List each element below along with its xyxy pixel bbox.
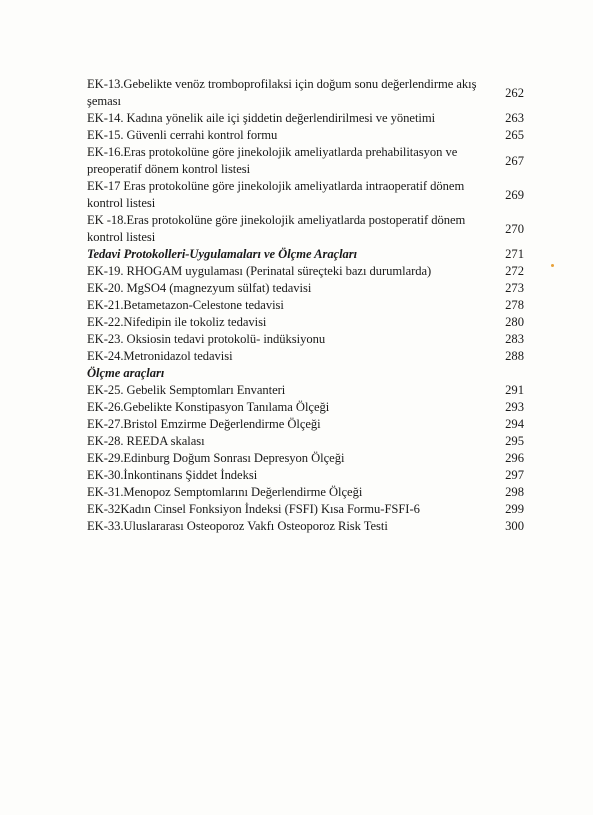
toc-entry: [87, 518, 524, 535]
toc-entry-title: EK-32Kadın Cinsel Fonksiyon İndeksi (FSFI) Kısa Formu-FSFI-6: [87, 502, 420, 516]
toc-entry-page: 293: [505, 400, 524, 414]
toc-entry-page: 278: [505, 298, 524, 312]
toc-entry-page: 283: [505, 332, 524, 346]
toc-entry-title: EK-13.Gebelikte venöz tromboprofilaksi için doğum sonu değerlendirme akış şeması: [87, 77, 477, 108]
toc-entry-page: 299: [505, 502, 524, 516]
decorative-dot: [551, 264, 554, 267]
toc-entry: [87, 297, 524, 314]
toc-entry-title: EK-19. RHOGAM uygulaması (Perinatal süreçteki bazı durumlarda): [87, 264, 432, 278]
toc-entry-page: 294: [505, 417, 524, 431]
toc-entry-page: 267: [505, 153, 524, 168]
toc-entry-title: EK-17 Eras protokolüne göre jinekolojik ameliyatlarda intraoperatif dönem kontrol listesi: [87, 179, 465, 210]
toc-entry: [87, 280, 524, 297]
toc-entry-page: 298: [505, 485, 524, 499]
toc-entry: [87, 501, 524, 518]
toc-entry: [87, 178, 524, 212]
toc-entry-title: EK-22.Nifedipin ile tokoliz tedavisi: [87, 315, 267, 329]
toc-entry-page: 263: [505, 111, 524, 125]
toc-entry-title: EK-29.Edinburg Doğum Sonrası Depresyon Ölçeği: [87, 451, 345, 465]
toc-entry-page: 271: [505, 247, 524, 261]
toc-entry-title: EK-28. REEDA skalası: [87, 434, 205, 448]
toc-entry-page: 300: [505, 519, 524, 533]
toc-entry-title: EK-26.Gebelikte Konstipasyon Tanılama Ölçeği: [87, 400, 330, 414]
toc-section-heading: [87, 246, 524, 263]
toc-section-heading: [87, 365, 524, 382]
toc-entry: [87, 433, 524, 450]
toc-entry-title: Ölçme araçları: [87, 366, 165, 380]
toc-entry-title: EK-15. Güvenli cerrahi kontrol formu: [87, 128, 278, 142]
toc-entry-page: 291: [505, 383, 524, 397]
toc-entry-page: 272: [505, 264, 524, 278]
toc-entry: [87, 314, 524, 331]
toc-entry-title: Tedavi Protokolleri-Uygulamaları ve Ölçme Araçları: [87, 247, 358, 261]
toc-entry: [87, 263, 524, 280]
toc-entry-title: EK-20. MgSO4 (magnezyum sülfat) tedavisi: [87, 281, 312, 295]
toc-entry: [87, 484, 524, 501]
toc-entry: [87, 450, 524, 467]
toc-entry-page: 280: [505, 315, 524, 329]
toc-entry: [87, 399, 524, 416]
toc-entry-page: 297: [505, 468, 524, 482]
table-of-contents: [87, 76, 524, 535]
toc-entry: [87, 331, 524, 348]
toc-entry: [87, 467, 524, 484]
toc-entry-title: EK-27.Bristol Emzirme Değerlendirme Ölçeği: [87, 417, 321, 431]
toc-entry: [87, 212, 524, 246]
toc-entry-title: EK-16.Eras protokolüne göre jinekolojik ameliyatlarda prehabilitasyon ve preoperatif dönem kontrol listesi: [87, 145, 458, 176]
toc-entry-page: 265: [505, 128, 524, 142]
toc-entry-title: EK-31.Menopoz Semptomlarını Değerlendirme Ölçeği: [87, 485, 363, 499]
toc-entry-title: EK-30.İnkontinans Şiddet İndeksi: [87, 468, 258, 482]
toc-entry: [87, 348, 524, 365]
toc-entry-page: 273: [505, 281, 524, 295]
toc-entry: [87, 382, 524, 399]
toc-entry: [87, 127, 524, 144]
toc-entry-page: 288: [505, 349, 524, 363]
toc-entry-title: EK -18.Eras protokolüne göre jinekolojik ameliyatlarda postoperatif dönem kontrol listesi: [87, 213, 466, 244]
toc-entry: [87, 416, 524, 433]
toc-entry-page: 262: [505, 85, 524, 100]
toc-entry: [87, 144, 524, 178]
toc-entry-title: EK-25. Gebelik Semptomları Envanteri: [87, 383, 286, 397]
toc-entry-page: 269: [505, 187, 524, 202]
toc-entry-title: EK-14. Kadına yönelik aile içi şiddetin değerlendirilmesi ve yönetimi: [87, 111, 436, 125]
toc-entry-title: EK-21.Betametazon-Celestone tedavisi: [87, 298, 284, 312]
toc-entry-page: 295: [505, 434, 524, 448]
toc-entry: [87, 110, 524, 127]
toc-entry: [87, 76, 524, 110]
toc-entry-title: EK-24.Metronidazol tedavisi: [87, 349, 233, 363]
toc-entry-title: EK-23. Oksiosin tedavi protokolü- indüksiyonu: [87, 332, 326, 346]
toc-entry-title: EK-33.Uluslararası Osteoporoz Vakfı Osteoporoz Risk Testi: [87, 519, 388, 533]
toc-entry-page: 270: [505, 221, 524, 236]
toc-entry-page: 296: [505, 451, 524, 465]
